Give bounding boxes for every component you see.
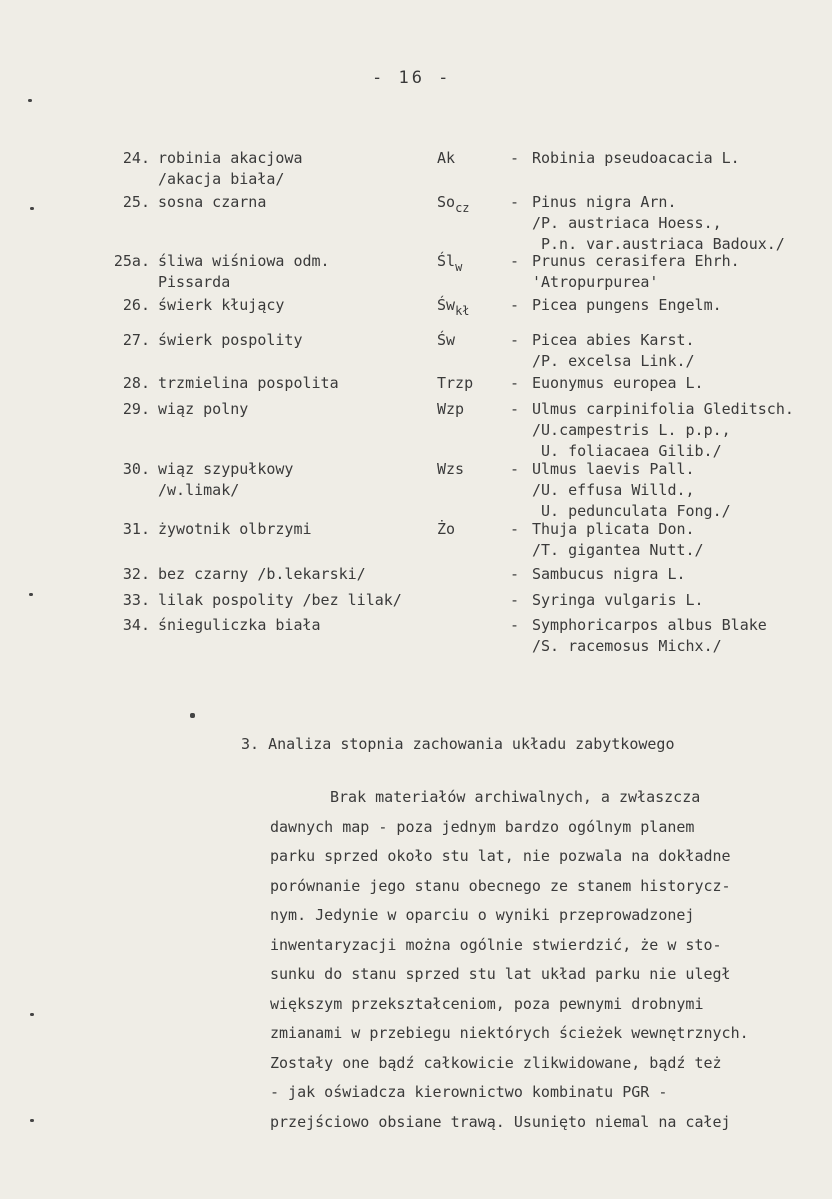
latin-name: Ulmus laevis Pall. /U. effusa Willd., U. pedunculata Fong./ — [532, 460, 731, 520]
scan-speck — [190, 713, 195, 718]
separator-dash: - — [510, 520, 520, 538]
separator-dash: - — [510, 460, 520, 478]
paragraph-line: dawnych map - poza jednym bardzo ogólnym planem — [270, 817, 695, 836]
paragraph-line: większym przekształceniom, poza pewnymi drobnymi — [270, 994, 704, 1013]
scan-speck — [29, 593, 33, 596]
paragraph-line: sunku do stanu sprzed stu lat układ parku nie uległ — [270, 965, 731, 983]
entry-number: 29. — [122, 400, 150, 418]
species-abbreviation: Św — [437, 331, 456, 349]
entry-number: 26. — [122, 296, 150, 314]
section-heading: 3. Analiza stopnia zachowania układu zabytkowego — [241, 735, 675, 753]
scan-speck — [28, 99, 32, 102]
separator-dash: - — [510, 252, 520, 270]
species-abbreviation: $Św_{kł}$ — [437, 296, 470, 318]
polish-name: śnieguliczka biała — [158, 616, 321, 634]
latin-name: Picea abies Karst. /P. excelsa Link./ — [532, 331, 695, 370]
latin-name: Syringa vulgaris L. — [532, 591, 704, 609]
entry-number: 32. — [122, 565, 150, 583]
paragraph-line: nym. Jedynie w oparciu o wyniki przeprowadzonej — [270, 906, 695, 924]
polish-name: świerk kłujący — [158, 296, 285, 314]
paragraph-line: przejściowo obsiane trawą. Usunięto niemal na całej — [270, 1112, 731, 1131]
polish-name: świerk pospolity — [158, 331, 303, 349]
latin-name: Euonymus europea L. — [532, 374, 704, 392]
entry-number: 28. — [122, 374, 150, 392]
scan-speck — [30, 1119, 34, 1122]
separator-dash: - — [510, 565, 520, 583]
separator-dash: - — [510, 374, 520, 392]
entry-number: 24. — [122, 149, 150, 167]
separator-dash: - — [510, 149, 520, 167]
latin-name: Pinus nigra Arn. /P. austriaca Hoess., P.n. var.austriaca Badoux./ — [532, 193, 785, 253]
latin-name: Picea pungens Engelm. — [532, 296, 722, 314]
paragraph-line: porównanie jego stanu obecnego ze stanem historycz- — [270, 876, 731, 895]
polish-name: śliwa wiśniowa odm. Pissarda — [158, 252, 330, 291]
polish-name: wiąz polny — [158, 400, 249, 418]
polish-name: trzmielina pospolita — [158, 374, 339, 392]
separator-dash: - — [510, 193, 520, 211]
polish-name: bez czarny /b.lekarski/ — [158, 565, 366, 583]
latin-name: Robinia pseudoacacia L. — [532, 149, 740, 167]
latin-name: Sambucus nigra L. — [532, 565, 686, 583]
scan-speck — [30, 1013, 34, 1016]
entry-number: 27. — [122, 331, 150, 349]
paragraph-line: zmianami w przebiegu niektórych ścieżek wewnętrznych. — [270, 1024, 749, 1042]
page-number: - 16 - — [372, 68, 452, 88]
separator-dash: - — [510, 616, 520, 634]
polish-name: lilak pospolity /bez lilak/ — [158, 591, 402, 609]
species-abbreviation: $So_{cz}$ — [437, 193, 470, 215]
polish-name: robinia akacjowa /akacja biała/ — [158, 149, 303, 188]
species-abbreviation: Trzp — [437, 374, 474, 392]
separator-dash: - — [510, 591, 520, 609]
polish-name: wiąz szypułkowy /w.limak/ — [158, 460, 294, 499]
species-abbreviation: Wzp — [437, 400, 465, 418]
latin-name: Prunus cerasifera Ehrh. 'Atropurpurea' — [532, 252, 740, 291]
latin-name: Symphoricarpos albus Blake /S. racemosus Michx./ — [532, 616, 767, 655]
species-abbreviation: Żo — [437, 520, 456, 538]
polish-name: sosna czarna — [158, 193, 267, 211]
paragraph-line: parku sprzed około stu lat, nie pozwala na dokładne — [270, 847, 731, 865]
body-paragraph — [270, 783, 830, 1137]
paragraph-line: inwentaryzacji można ogólnie stwierdzić, że w sto- — [270, 935, 722, 954]
separator-dash: - — [510, 331, 520, 349]
species-abbreviation: Wzs — [437, 460, 465, 478]
species-abbreviation: Ak — [437, 149, 456, 167]
entry-number: 33. — [122, 591, 150, 609]
species-abbreviation: $Śl_w$ — [437, 252, 463, 274]
entry-number: 34. — [122, 616, 150, 634]
separator-dash: - — [510, 296, 520, 314]
polish-name: żywotnik olbrzymi — [158, 520, 312, 538]
paragraph-line: Brak materiałów archiwalnych, a zwłaszcza — [330, 788, 701, 806]
latin-name: Ulmus carpinifolia Gleditsch. /U.campestris L. p.p., U. foliacaea Gilib./ — [532, 400, 794, 460]
separator-dash: - — [510, 400, 520, 418]
entry-number: 25a. — [113, 252, 150, 270]
entry-number: 25. — [122, 193, 150, 211]
paragraph-line: Zostały one bądź całkowicie zlikwidowane, bądź też — [270, 1053, 722, 1072]
scan-speck — [30, 207, 34, 210]
entry-number: 31. — [122, 520, 150, 538]
entry-number: 30. — [122, 460, 150, 478]
paragraph-line: - jak oświadcza kierownictwo kombinatu PGR - — [270, 1083, 668, 1101]
latin-name: Thuja plicata Don. /T. gigantea Nutt./ — [532, 520, 704, 559]
